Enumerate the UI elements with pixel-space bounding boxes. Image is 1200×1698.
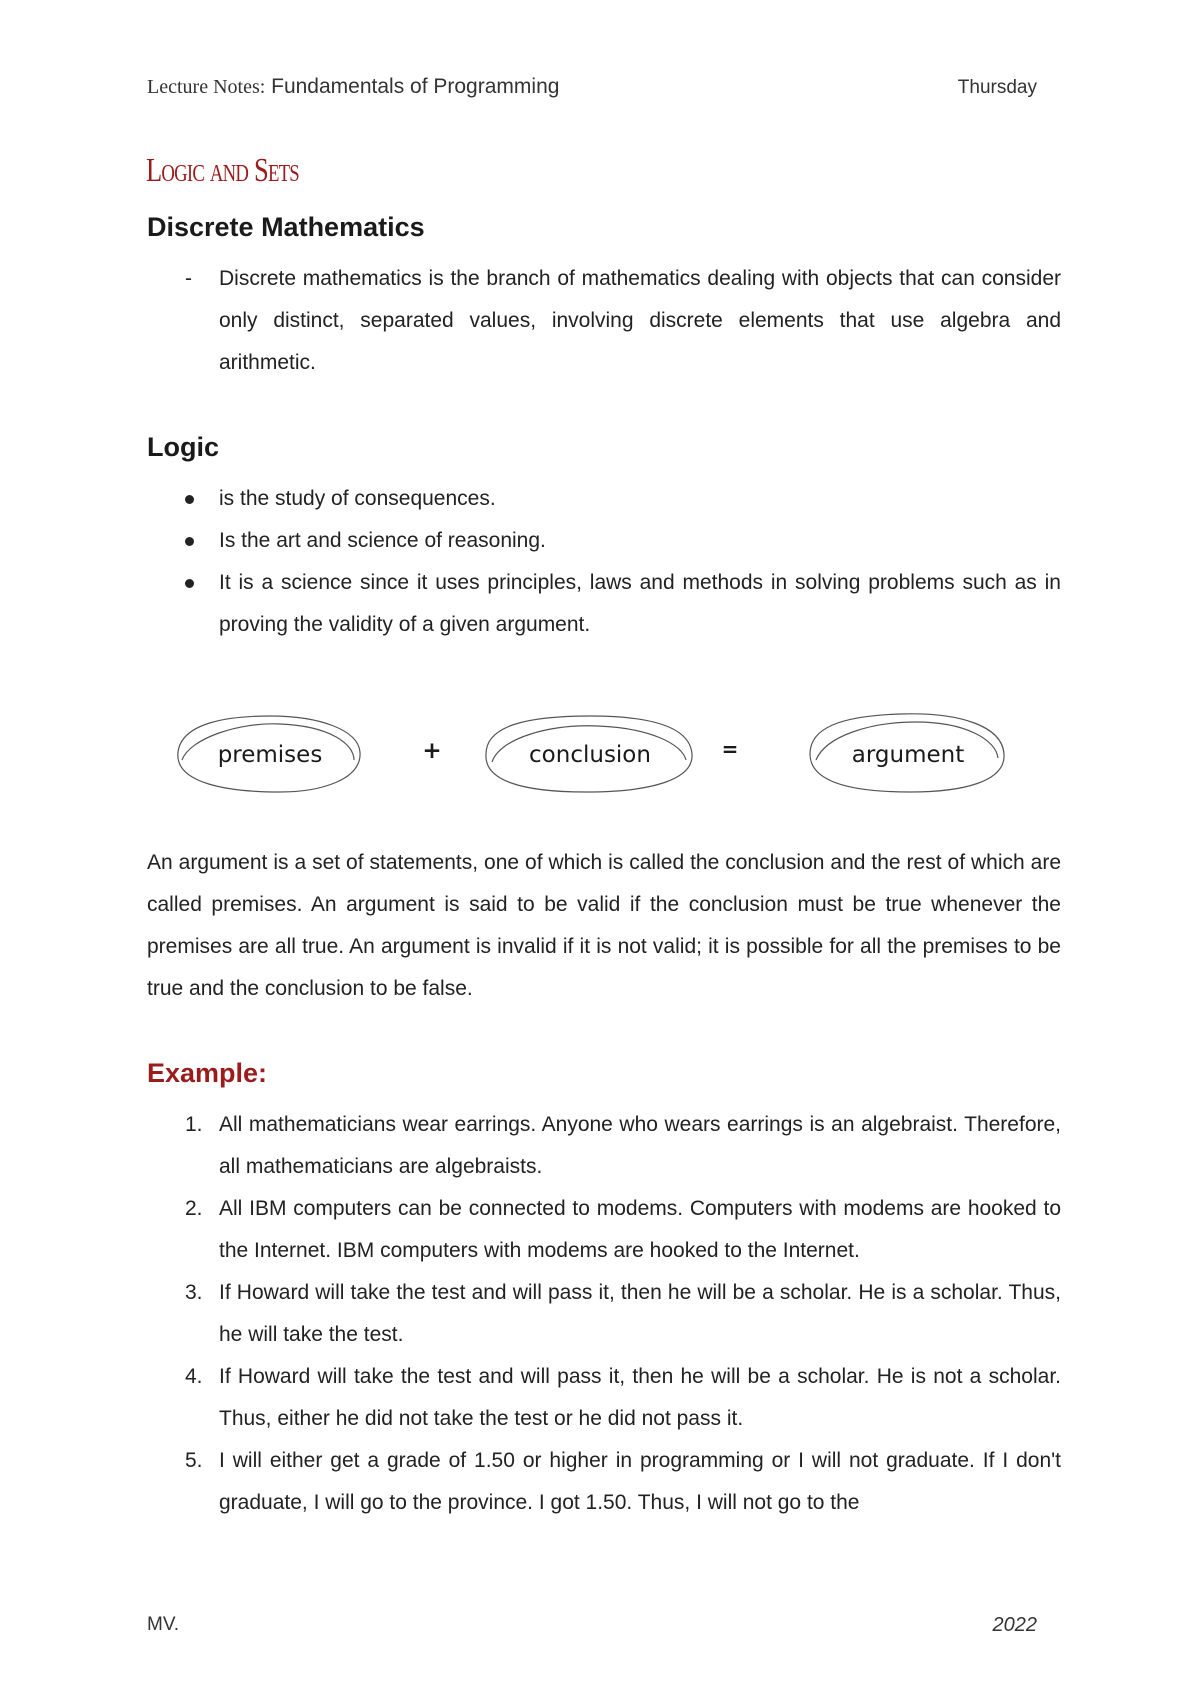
argument-diagram	[170, 700, 1090, 820]
argument-paragraph: An argument is a set of statements, one of which is called the conclusion and the rest of which are called premises. An argument is said to be valid if the conclusion must be true whenever the premises are all true. An argument is invalid if it is not valid; it is possible for all the premises to be true and the conclusion to be false.	[147, 851, 1061, 1000]
list-item	[185, 1104, 1061, 1188]
list-item	[185, 1440, 1061, 1524]
list-item-text: I will either get a grade of 1.50 or higher in programming or I will not graduate. If I don't graduate, I will go to the province. I got 1.50. Thus, I will not go to the	[219, 1449, 1061, 1514]
bullet-text: It is a science since it uses principles, laws and methods in solving problems such as in proving the validity of a given argument.	[219, 571, 1061, 636]
footer-author: MV.	[147, 1614, 180, 1635]
heading-discrete-mathematics: Discrete Mathematics	[147, 212, 425, 242]
argument-label: argument	[851, 742, 965, 768]
heading-logic: Logic	[147, 432, 219, 462]
list-item	[185, 1272, 1061, 1356]
discrete-definition-text: Discrete mathematics is the branch of mathematics dealing with objects that can consider only distinct, separated values, involving discrete elements that use algebra and arithmetic.	[219, 267, 1061, 374]
page-header-title	[147, 75, 559, 99]
conclusion-label: conclusion	[529, 742, 651, 768]
list-item	[185, 562, 1061, 646]
discrete-definition	[185, 258, 1061, 384]
header-day: Thursday	[957, 77, 1037, 98]
bullet-icon	[185, 562, 219, 646]
list-number: 3.	[185, 1281, 203, 1304]
plus-sign: +	[422, 738, 442, 764]
example-numbered-list	[185, 1104, 1061, 1524]
dash-list-item	[185, 258, 1061, 384]
logic-bullet-list	[185, 478, 1061, 646]
premises-label: premises	[217, 742, 323, 768]
list-item-text: If Howard will take the test and will pass it, then he will be a scholar. He is not a scholar. Thus, either he did not take the test or he did not pass it.	[219, 1365, 1061, 1430]
header-label: Lecture Notes:	[147, 76, 266, 98]
list-item	[185, 478, 1061, 520]
heading-example: Example:	[147, 1058, 268, 1088]
list-number: 2.	[185, 1197, 203, 1220]
list-item-text: All IBM computers can be connected to modems. Computers with modems are hooked to the Internet. IBM computers with modems are hooked to the Internet.	[219, 1197, 1061, 1262]
bullet-icon	[185, 520, 219, 562]
dash-marker: -	[185, 267, 192, 290]
equals-sign: =	[721, 737, 739, 761]
topic-title: Logic and Sets	[146, 152, 299, 189]
bullet-text: Is the art and science of reasoning.	[219, 529, 546, 552]
bullet-icon	[185, 478, 219, 520]
list-number: 1.	[185, 1113, 203, 1136]
list-item-text: If Howard will take the test and will pass it, then he will be a scholar. He is a scholar. Thus, he will take the test.	[219, 1281, 1061, 1346]
list-number: 4.	[185, 1365, 203, 1388]
list-number: 5.	[185, 1449, 203, 1472]
bullet-text: is the study of consequences.	[219, 487, 496, 510]
footer-year: 2022	[992, 1614, 1037, 1636]
list-item	[185, 1356, 1061, 1440]
list-item	[185, 1188, 1061, 1272]
list-item-text: All mathematicians wear earrings. Anyone who wears earrings is an algebraist. Therefore, all mathematicians are algebraists.	[219, 1113, 1061, 1178]
list-item	[185, 520, 1061, 562]
header-course: Fundamentals of Programming	[271, 75, 560, 98]
